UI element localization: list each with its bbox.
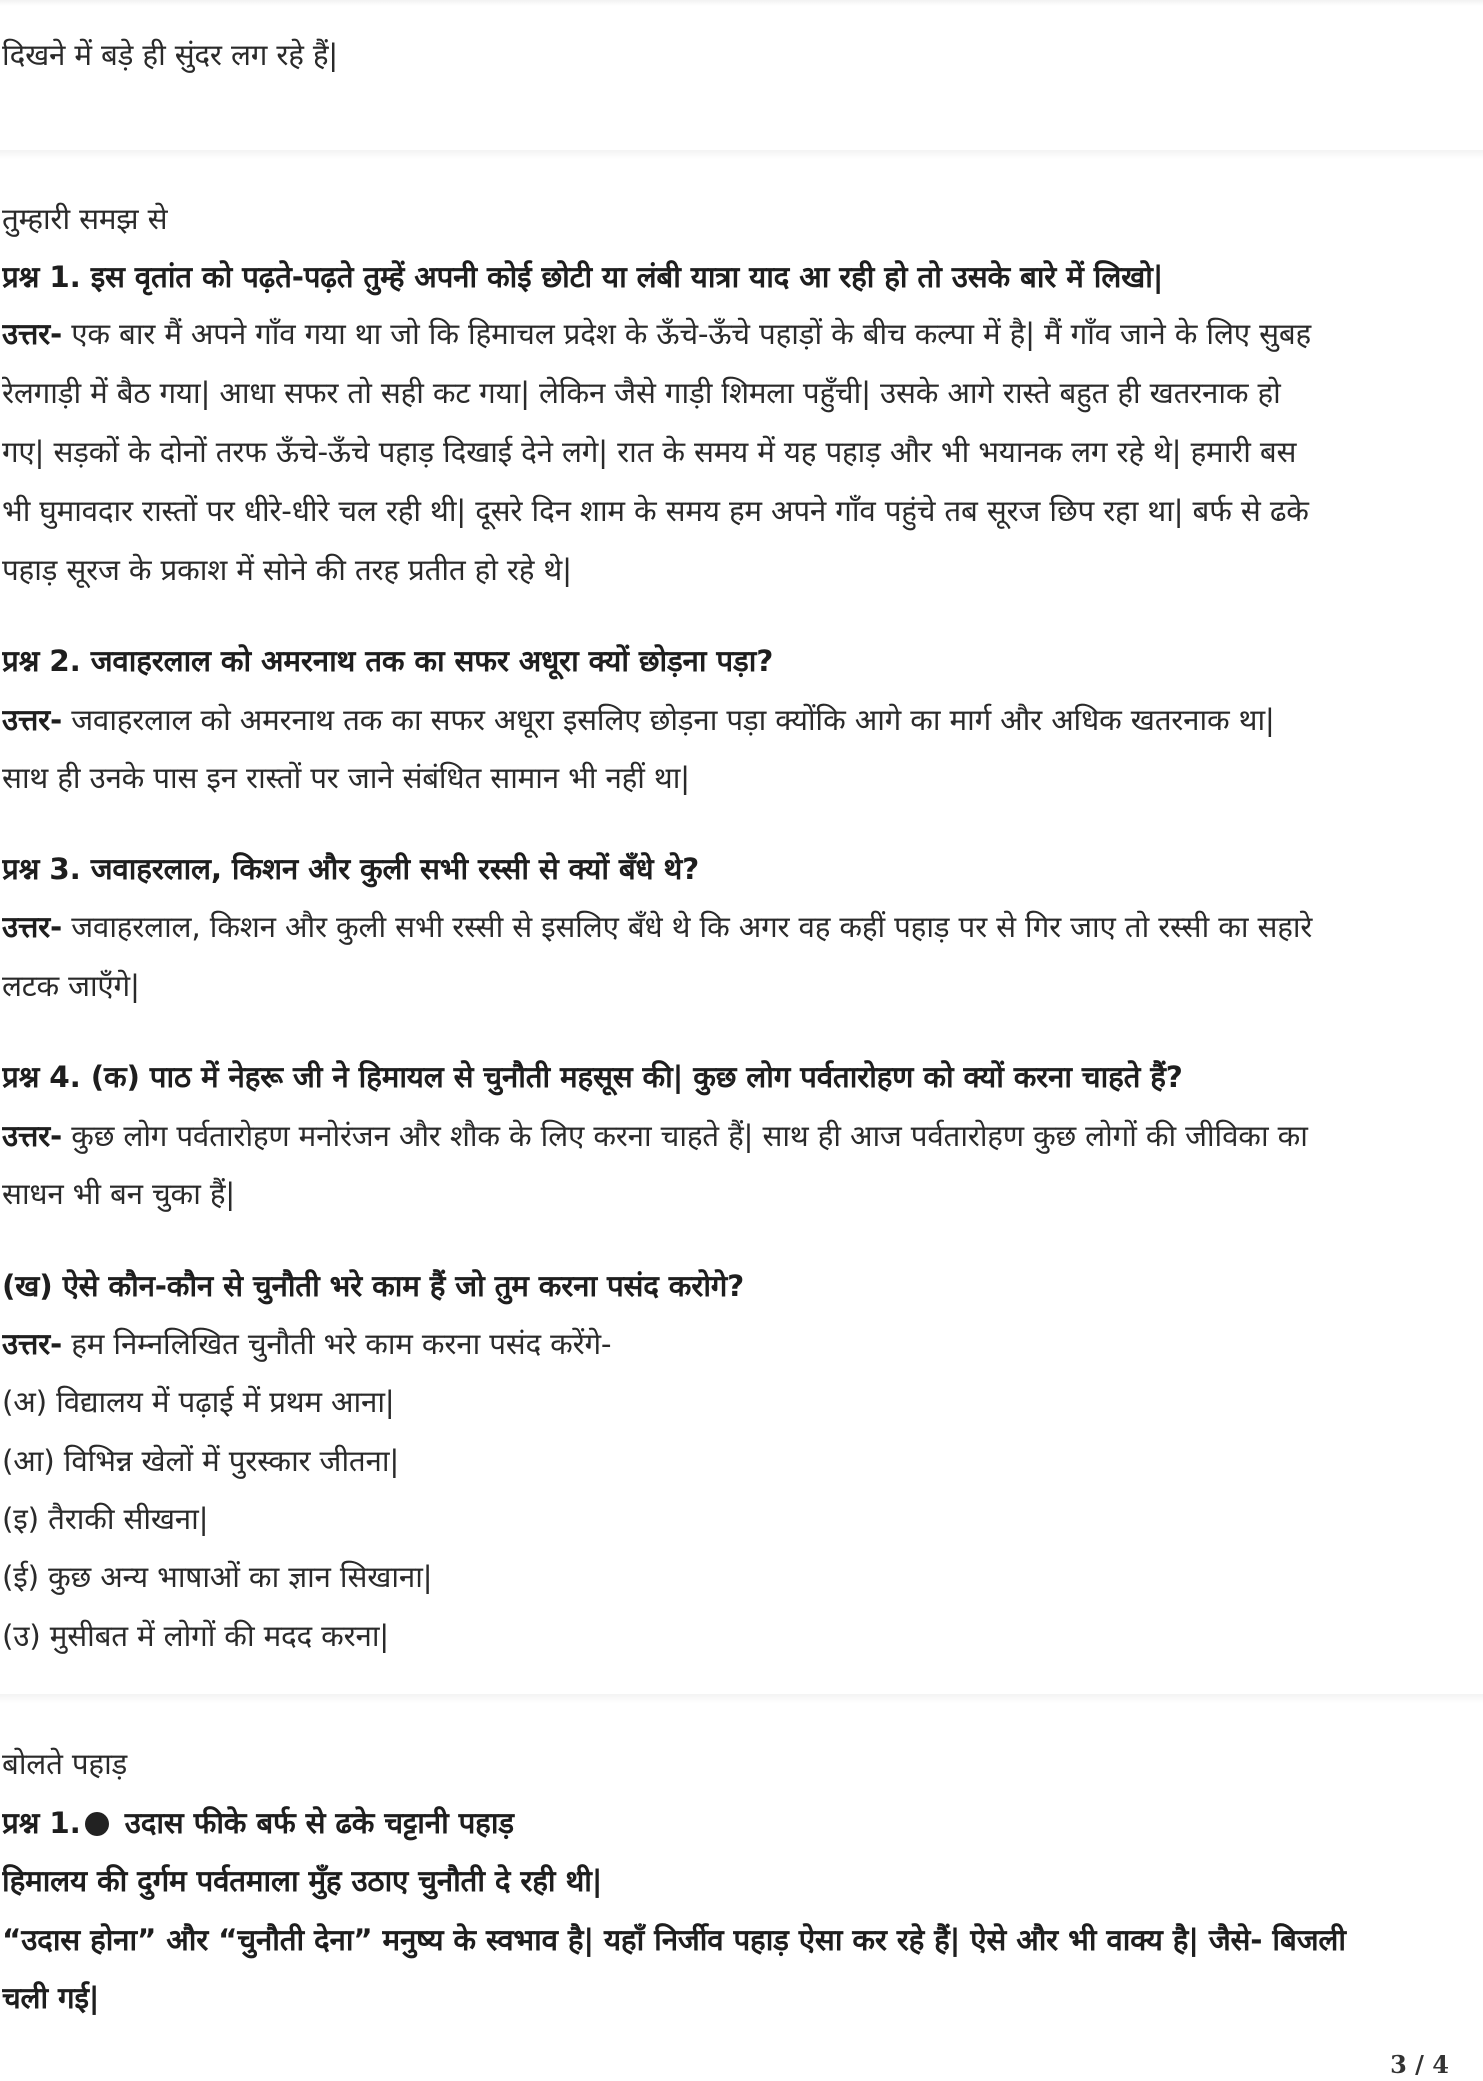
list-item: (आ) विभिन्न खेलों में पुरस्कार जीतना| <box>2 1444 400 1478</box>
answer-label: उत्तर- <box>2 317 63 351</box>
question-1: प्रश्न 1. इस वृतांत को पढ़ते-पढ़ते तुम्हें अपनी कोई छोटी या लंबी यात्रा याद आ रही हो तो उसके बारे में लिखो| <box>2 260 1164 294</box>
question-speaking-line-3: “उदास होना” और “चुनौती देना” मनुष्य के स्वभाव है| यहाँ निर्जीव पहाड़ ऐसा कर रहे हैं| ऐसे और भी वाक्य है| जैसे- बिजली <box>2 1923 1346 1957</box>
page-top-rule <box>0 0 1483 6</box>
intro-line: दिखने में बड़े ही सुंदर लग रहे हैं| <box>2 38 339 72</box>
question-2: प्रश्न 2. जवाहरलाल को अमरनाथ तक का सफर अधूरा क्यों छोड़ना पड़ा? <box>2 644 774 678</box>
answer-4b-line-1 <box>2 1322 1480 1366</box>
question-speaking-line-4: चली गई| <box>2 1981 100 2015</box>
section-heading: तुम्हारी समझ से <box>2 202 168 236</box>
question-speaking-1 <box>2 1801 1480 1845</box>
answer-text: कुछ लोग पर्वतारोहण मनोरंजन और शौक के लिए करना चाहते हैं| साथ ही आज पर्वतारोहण कुछ लोगों की जीविका का <box>62 1119 1308 1153</box>
answer-text: जवाहरलाल, किशन और कुली सभी रस्सी से इसलिए बँधे थे कि अगर वह कहीं पहाड़ पर से गिर जाए तो रस्सी का सहारे <box>62 910 1313 944</box>
answer-1-line-4: भी घुमावदार रास्तों पर धीरे-धीरे चल रही थी| दूसरे दिन शाम के समय हम अपने गाँव पहुंचे तब सूरज छिप रहा था| बर्फ से ढके <box>2 494 1309 528</box>
answer-label: उत्तर- <box>2 1327 63 1361</box>
answer-label: उत्तर- <box>2 1119 63 1153</box>
answer-2-line-2: साथ ही उनके पास इन रास्तों पर जाने संबंधित सामान भी नहीं था| <box>2 761 690 795</box>
list-item: (उ) मुसीबत में लोगों की मदद करना| <box>2 1619 390 1653</box>
question-speaking-line-2: हिमालय की दुर्गम पर्वतमाला मुँह उठाए चुनौती दे रही थी| <box>2 1864 603 1898</box>
section-divider <box>0 150 1483 160</box>
question-text: उदास फीके बर्फ से ढके चट्टानी पहाड़ <box>114 1806 514 1840</box>
answer-label: उत्तर- <box>2 703 63 737</box>
answer-text: जवाहरलाल को अमरनाथ तक का सफर अधूरा इसलिए छोड़ना पड़ा क्योंकि आगे का मार्ग और अधिक खतरनाक था| <box>62 703 1275 737</box>
question-4a: प्रश्न 4. (क) पाठ में नेहरू जी ने हिमायल से चुनौती महसूस की| कुछ लोग पर्वतारोहण को क्यों करना चाहते हैं? <box>2 1060 1183 1094</box>
answer-1-line-1 <box>2 312 1480 356</box>
answer-1-line-3: गए| सड़कों के दोनों तरफ ऊँचे-ऊँचे पहाड़ दिखाई देने लगे| रात के समय में यह पहाड़ और भी भयानक लग रहे थे| हमारी बस <box>2 435 1297 469</box>
question-4b: (ख) ऐसे कौन-कौन से चुनौती भरे काम हैं जो तुम करना पसंद करोगे? <box>2 1269 745 1303</box>
bullet-icon <box>85 1812 109 1836</box>
answer-text: एक बार मैं अपने गाँव गया था जो कि हिमाचल प्रदेश के ऊँचे-ऊँचे पहाड़ों के बीच कल्पा में है| मैं गाँव जाने के लिए सुबह <box>62 317 1311 351</box>
answer-text: हम निम्नलिखित चुनौती भरे काम करना पसंद करेंगे- <box>62 1327 612 1361</box>
answer-1-line-5: पहाड़ सूरज के प्रकाश में सोने की तरह प्रतीत हो रहे थे| <box>2 553 572 587</box>
list-item: (ई) कुछ अन्य भाषाओं का ज्ञान सिखाना| <box>2 1560 433 1594</box>
answer-3-line-1 <box>2 905 1480 949</box>
answer-label: उत्तर- <box>2 910 63 944</box>
list-item: (अ) विद्यालय में पढ़ाई में प्रथम आना| <box>2 1385 395 1419</box>
section-heading: बोलते पहाड़ <box>2 1747 128 1781</box>
answer-4a-line-2: साधन भी बन चुका हैं| <box>2 1177 236 1211</box>
section-divider <box>0 1694 1483 1704</box>
list-item: (इ) तैराकी सीखना| <box>2 1502 209 1536</box>
answer-2-line-1 <box>2 698 1480 742</box>
answer-4a-line-1 <box>2 1114 1480 1158</box>
answer-3-line-2: लटक जाएँगे| <box>2 969 140 1003</box>
question-prefix: प्रश्न 1. <box>2 1806 81 1840</box>
answer-1-line-2: रेलगाड़ी में बैठ गया| आधा सफर तो सही कट गया| लेकिन जैसे गाड़ी शिमला पहुँची| उसके आगे रास्ते बहुत ही खतरनाक हो <box>2 376 1281 410</box>
question-3: प्रश्न 3. जवाहरलाल, किशन और कुली सभी रस्सी से क्यों बँधे थे? <box>2 852 700 886</box>
page-number: 3 / 4 <box>1390 2050 1449 2079</box>
